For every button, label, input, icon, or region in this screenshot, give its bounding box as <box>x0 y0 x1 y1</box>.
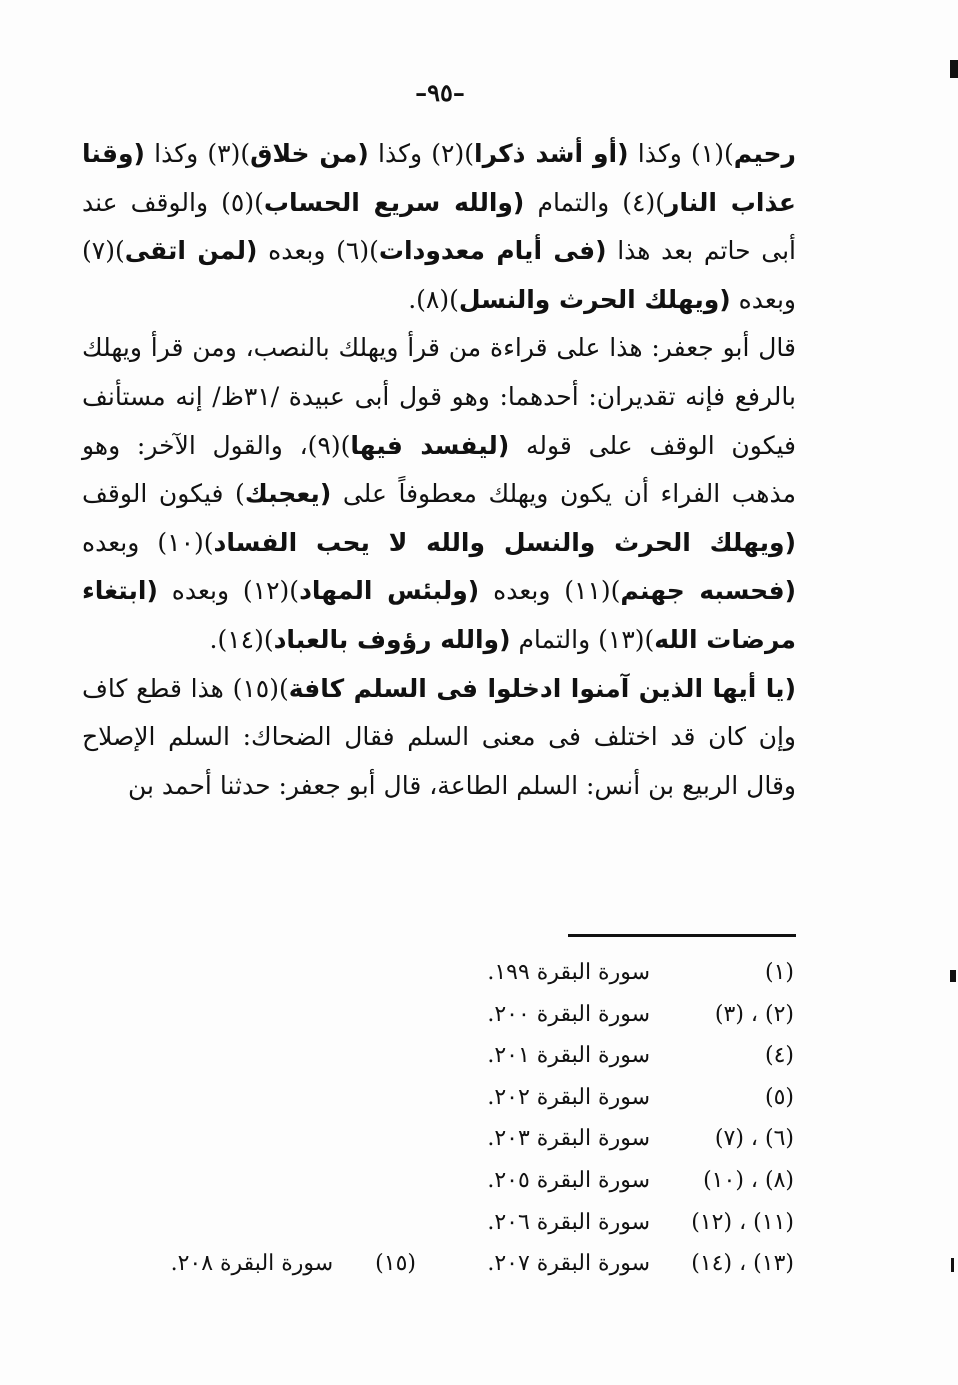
paragraph <box>82 665 796 811</box>
quran-quote: (أو أشد ذكرا <box>474 139 629 168</box>
quran-quote: رحيم <box>733 139 796 168</box>
quran-quote: (ابتغاء مرضات الله <box>82 576 796 654</box>
footnote-text: سورة البقرة ٢٠٢. <box>487 1084 650 1110</box>
quran-quote: (ولبئس المهاد <box>299 576 480 606</box>
footnote-extra <box>171 1243 416 1285</box>
footnote-divider <box>568 934 796 937</box>
text-run: )(١٢) وبعده <box>157 576 300 606</box>
quran-quote: (فى أيام معدودات <box>378 236 607 266</box>
text-run: )(١٠) وبعده <box>82 527 214 557</box>
footnote-ref: (٦) ، (٧) <box>714 1126 794 1152</box>
footnotes <box>140 952 800 1285</box>
footnote-row <box>140 994 800 1036</box>
footnote-row <box>140 1202 800 1244</box>
footnote-text: سورة البقرة ٢٠٦. <box>487 1209 650 1235</box>
text-run: )(٥) والوقف عند أبى حاتم بعد هذا <box>82 187 796 266</box>
scan-mark <box>950 970 956 982</box>
quran-quote: (يا أيها الذين آمنوا ادخلوا فى السلم كافة <box>288 673 796 703</box>
text-run: )(١٤). <box>209 624 274 654</box>
quran-quote: (وقنا عذاب النار <box>82 139 796 217</box>
footnote-text: سورة البقرة ٢٠١. <box>487 1043 650 1069</box>
footnote-row <box>140 1035 800 1077</box>
footnote-ref: (١٣) ، (١٤) <box>691 1251 794 1277</box>
footnote-text: سورة البقرة ٢٠٣. <box>487 1126 650 1152</box>
footnote-row <box>140 1160 800 1202</box>
text-run: )(١٥) هذا قطع كاف وإن كان قد اختلف فى معنى السلم فقال الضحاك: السلم الإصلاح وقال الربيع بن أنس: السلم الطاعة، قال أبو جعفر: حدثنا أحمد بن <box>82 673 796 800</box>
paragraph <box>82 130 796 324</box>
quran-quote: (ويهلك الحرث والنسل والله لا يحب الفساد <box>213 527 796 557</box>
footnote-row <box>140 952 800 994</box>
footnote-ref: (١٥) <box>375 1251 416 1277</box>
text-run: )(٩)، والقول الآخر: وهو مذهب الفراء أن يكون ويهلك معطوفاً على <box>82 430 797 509</box>
quran-quote: (فحسبه جهنم <box>620 576 796 606</box>
page-number: –٩٥– <box>415 78 465 107</box>
text-run: ) فيكون الوقف <box>82 479 245 509</box>
quran-quote: (من خلاق <box>250 139 369 168</box>
footnote-text: سورة البقرة ٢٠٠. <box>487 1001 650 1027</box>
text-run: )(١١) وبعده <box>479 576 621 606</box>
quran-quote: (والله رؤوف بالعباد <box>273 624 511 654</box>
scan-mark <box>951 1258 954 1272</box>
footnote-ref: (٥) <box>764 1084 794 1110</box>
text-run: )(٣) وكذا <box>144 139 251 168</box>
quran-quote: (ليفسد فيها <box>350 430 510 460</box>
text-run: )(٢) وكذا <box>368 139 474 168</box>
main-text <box>82 130 796 810</box>
footnote-text: سورة البقرة ٢٠٥. <box>487 1167 650 1193</box>
footnote-text: سورة البقرة ٢٠٧. <box>487 1251 650 1277</box>
footnote-ref: (١) <box>764 960 794 985</box>
text-run: )(١٣) والتمام <box>510 624 655 654</box>
quran-quote: (ويهلك الحرث والنسل <box>458 284 731 314</box>
scan-mark <box>950 60 958 78</box>
footnote-ref: (١١) ، (١٢) <box>691 1209 794 1235</box>
footnote-text: سورة البقرة ٢٠٨. <box>170 1251 334 1277</box>
text-run: )(١) وكذا <box>628 139 734 168</box>
text-run: )(٨). <box>408 284 459 314</box>
text-run: )(٦) وبعده <box>257 236 379 266</box>
quran-quote: (لمن اتقى <box>124 236 258 266</box>
footnote-text: سورة البقرة ١٩٩. <box>487 960 650 985</box>
text-run: )(٧) وبعده <box>82 236 796 314</box>
footnote-ref: (٤) <box>764 1043 794 1069</box>
footnote-ref: (٨) ، (١٠) <box>703 1167 794 1193</box>
footnote-row <box>140 1077 800 1119</box>
paragraph <box>82 324 796 664</box>
quran-quote: (والله سريع الحساب <box>263 187 525 217</box>
text-run: قال أبو جعفر: هذا على قراءة من قرأ ويهلك بالنصب، ومن قرأ ويهلك بالرفع فإنه تقديران: أحدهما: وهو قول أبى عبيدة /٣١ظ/ إنه مستأنف فيكون الوقف على قوله <box>82 333 796 460</box>
quran-quote: (يعجبك <box>244 479 332 509</box>
footnote-row <box>140 1118 800 1160</box>
footnote-ref: (٢) ، (٣) <box>714 1001 794 1027</box>
text-run: )(٤) والتمام <box>524 187 665 217</box>
footnote-row <box>140 1243 800 1285</box>
